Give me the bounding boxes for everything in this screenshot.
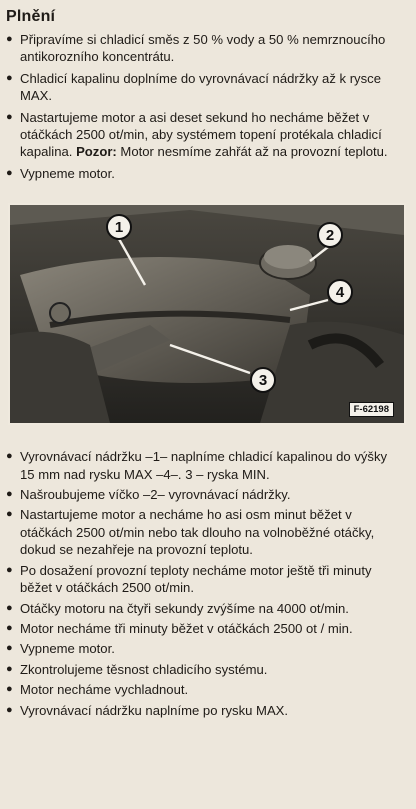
- engine-photo: [8, 203, 406, 425]
- list-item: ● Chladicí kapalinu doplníme do vyrovnávací nádržky až k rysce MAX.: [6, 70, 402, 105]
- callout-2: [318, 223, 342, 247]
- list-item: ● Vypneme motor.: [6, 165, 402, 182]
- engine-illustration: [10, 205, 404, 423]
- filling-list: [6, 31, 402, 182]
- list-item: ● Nastartujeme motor a necháme ho asi osm minut běžet v otáčkách 2500 ot/min nebo tak dlouho na volnoběžné otáčky, dokud se nezahřeje na provozní teplotu.: [6, 506, 402, 558]
- warning-label: Pozor:: [76, 144, 117, 160]
- callout-1-label: 1: [114, 219, 124, 237]
- list-item: ● Motor necháme vychladnout.: [6, 681, 402, 698]
- section-title: Plnění: [6, 8, 56, 25]
- list-item: ● Po dosažení provozní teploty necháme motor ještě tři minuty běžet v otáčkách 2500 ot/min.: [6, 562, 402, 597]
- callout-1: [107, 215, 131, 239]
- callout-3: [251, 368, 275, 392]
- list-item: ● Připravíme si chladicí směs z 50 % vody a 50 % nemrznoucího antikorozního koncentrátu.: [6, 31, 402, 66]
- callout-4: [328, 280, 352, 304]
- list-item: ● Motor necháme tři minuty běžet v otáčkách 2500 ot / min.: [6, 620, 402, 637]
- figure-id: F-62198: [349, 402, 394, 417]
- list-item: ● Otáčky motoru na čtyři sekundy zvýšíme na 4000 ot/min.: [6, 600, 402, 617]
- list-item: [6, 109, 402, 161]
- list-item: ● Vyrovnávací nádržku naplníme po rysku MAX.: [6, 702, 402, 719]
- bolt: [50, 303, 70, 323]
- list-item: ● Zkontrolujeme těsnost chladicího systému.: [6, 661, 402, 678]
- warning-text: Motor nesmíme zahřát až na provozní teplotu.: [116, 144, 388, 160]
- list-item: ● Našroubujeme víčko –2– vyrovnávací nádržky.: [6, 486, 402, 503]
- list-item: ● Vypneme motor.: [6, 640, 402, 657]
- tank-cap-top: [264, 245, 312, 269]
- callout-3-label: 3: [258, 372, 268, 390]
- steps-list: [6, 448, 402, 719]
- list-item: ● Vyrovnávací nádržku –1– naplníme chladicí kapalinou do výšky 15 mm nad rysku MAX –4–. 3 – ryska MIN.: [6, 448, 402, 483]
- callout-4-label: 4: [335, 284, 345, 302]
- list-item-text: Nastartujeme motor a asi deset sekund ho necháme běžet v otáčkách 2500 ot/min, aby systémem topení protékala chladicí kapalina.: [20, 109, 382, 160]
- callout-2-label: 2: [325, 227, 335, 245]
